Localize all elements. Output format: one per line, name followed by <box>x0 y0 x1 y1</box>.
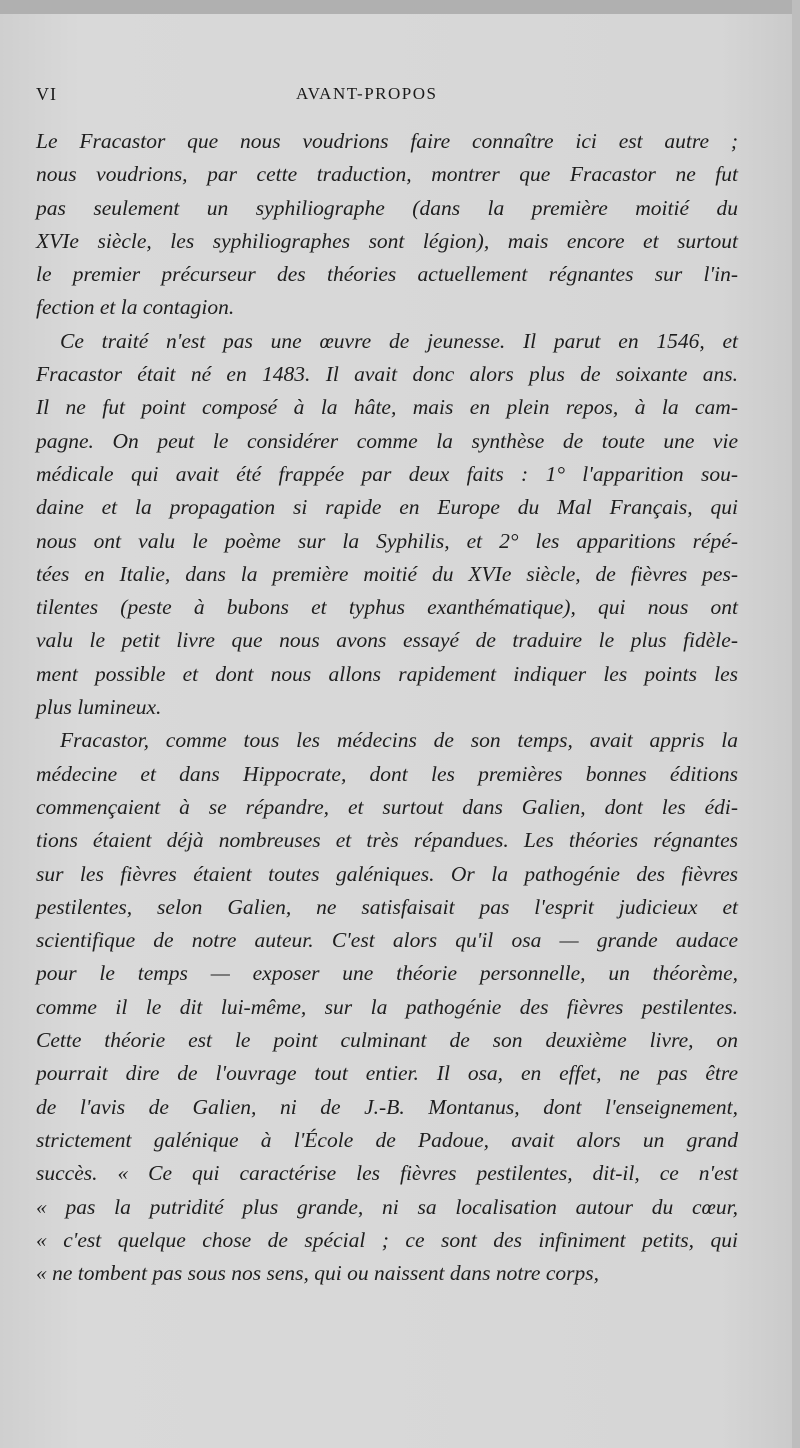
page-header <box>36 84 756 110</box>
text-line: « ne tombent pas sous nos sens, qui ou naissent dans notre corps, <box>36 1261 599 1286</box>
text-line: fection et la contagion. <box>36 295 235 320</box>
paragraph <box>36 724 738 1290</box>
text-line: pour le temps — exposer une théorie personnelle, un théorème, <box>36 961 738 986</box>
text-line: Fracastor, comme tous les médecins de son temps, avait appris la <box>60 728 738 753</box>
text-line: strictement galénique à l'École de Padoue, avait alors un grand <box>36 1127 738 1152</box>
text-line: le premier précurseur des théories actuellement régnantes sur l'in- <box>36 262 738 287</box>
text-line: XVIe siècle, les syphiliographes sont légion), mais encore et surtout <box>36 228 738 253</box>
body-text <box>36 125 738 1290</box>
text-line: sur les fièvres étaient toutes galéniques. Or la pathogénie des fièvres <box>36 861 738 886</box>
text-line: « c'est quelque chose de spécial ; ce sont des infiniment petits, qui <box>36 1227 738 1252</box>
paragraph <box>36 325 738 725</box>
text-line: scientifique de notre auteur. C'est alors qu'il osa — grande audace <box>36 928 738 953</box>
text-line: Fracastor était né en 1483. Il avait donc alors plus de soixante ans. <box>36 362 738 387</box>
paragraph <box>36 125 738 325</box>
text-line: pourrait dire de l'ouvrage tout entier. Il osa, en effet, ne pas être <box>36 1061 738 1086</box>
running-title: AVANT-PROPOS <box>296 84 438 103</box>
text-line: médecine et dans Hippocrate, dont les premières bonnes éditions <box>36 761 738 786</box>
text-line: Ce traité n'est pas une œuvre de jeunesse. Il parut en 1546, et <box>60 328 738 353</box>
text-line: nous ont valu le poème sur la Syphilis, et 2° les apparitions répé- <box>36 528 738 553</box>
text-line: Il ne fut point composé à la hâte, mais en plein repos, à la cam- <box>36 395 738 420</box>
text-line: commençaient à se répandre, et surtout dans Galien, dont les édi- <box>36 794 738 819</box>
text-line: comme il le dit lui-même, sur la pathogénie des fièvres pestilentes. <box>36 994 738 1019</box>
text-line: ment possible et dont nous allons rapidement indiquer les points les <box>36 661 738 686</box>
text-line: nous voudrions, par cette traduction, montrer que Fracastor ne fut <box>36 162 738 187</box>
scan-right-edge <box>792 0 800 1448</box>
text-line: de l'avis de Galien, ni de J.-B. Montanus, dont l'enseignement, <box>36 1094 738 1119</box>
text-line: pagne. On peut le considérer comme la synthèse de toute une vie <box>36 428 738 453</box>
text-line: tées en Italie, dans la première moitié du XVIe siècle, de fièvres pes- <box>36 561 738 586</box>
page-number: VI <box>36 84 57 104</box>
text-line: plus lumineux. <box>36 695 162 720</box>
text-line: tilentes (peste à bubons et typhus exanthématique), qui nous ont <box>36 595 738 620</box>
text-line: valu le petit livre que nous avons essayé de traduire le plus fidèle- <box>36 628 738 653</box>
text-line: Cette théorie est le point culminant de son deuxième livre, on <box>36 1028 738 1053</box>
text-line: succès. « Ce qui caractérise les fièvres pestilentes, dit-il, ce n'est <box>36 1161 738 1186</box>
text-line: « pas la putridité plus grande, ni sa localisation autour du cœur, <box>36 1194 738 1219</box>
text-line: médicale qui avait été frappée par deux faits : 1° l'apparition sou- <box>36 461 738 486</box>
text-line: Le Fracastor que nous voudrions faire connaître ici est autre ; <box>36 129 738 153</box>
text-line: daine et la propagation si rapide en Europe du Mal Français, qui <box>36 495 738 520</box>
text-line: tions étaient déjà nombreuses et très répandues. Les théories régnantes <box>36 828 738 853</box>
text-line: pestilentes, selon Galien, ne satisfaisait pas l'esprit judicieux et <box>36 894 738 919</box>
scan-top-edge <box>0 0 800 14</box>
text-line: pas seulement un syphiliographe (dans la première moitié du <box>36 195 738 220</box>
